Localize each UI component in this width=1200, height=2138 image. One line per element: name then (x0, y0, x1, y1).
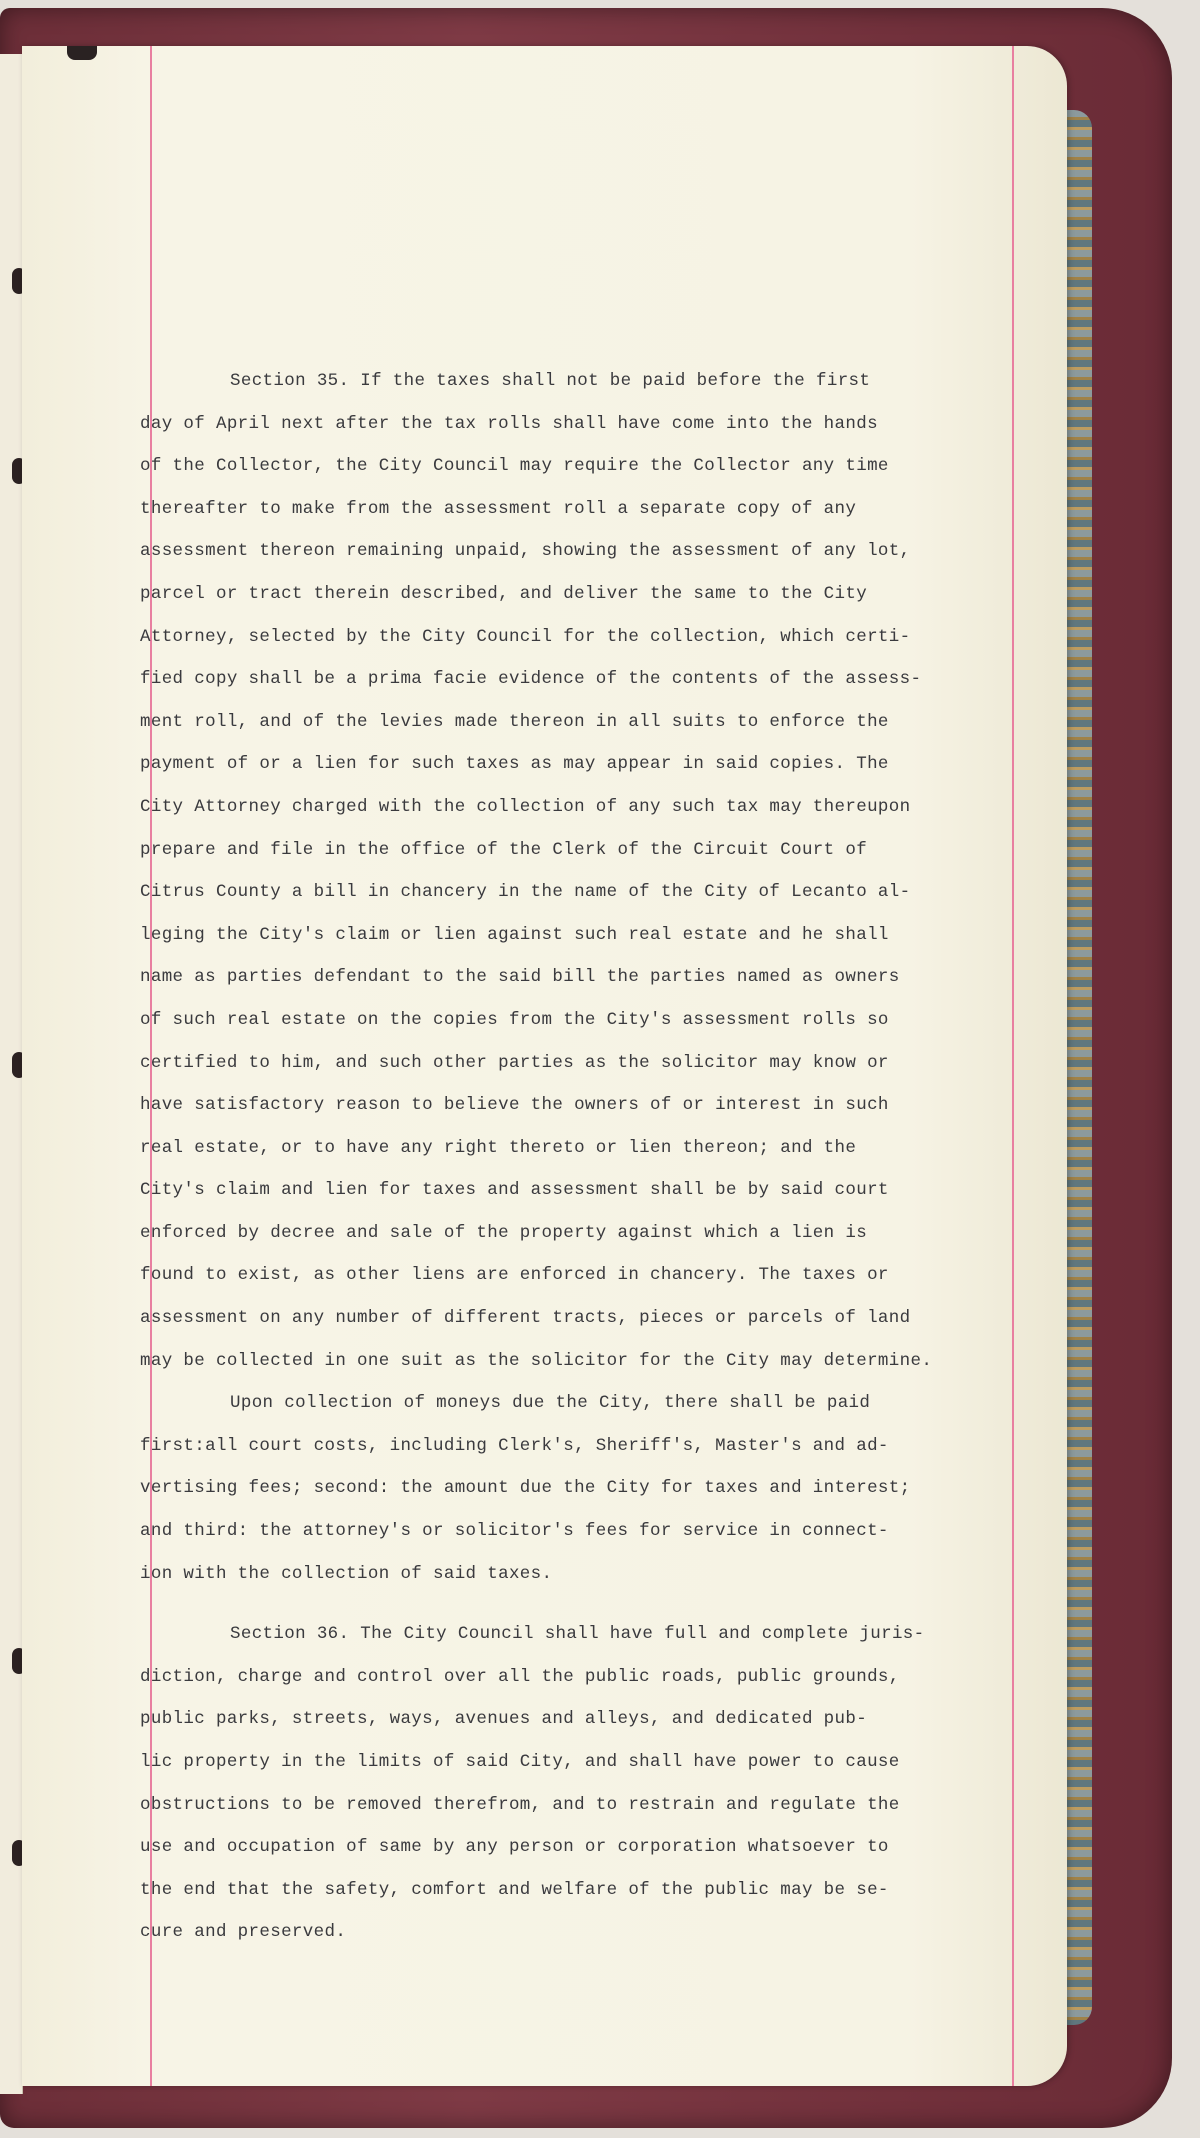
text-line: Section 36. The City Council shall have full and complete juris- (230, 1624, 925, 1645)
text-line: cure and preserved. (140, 1922, 347, 1943)
text-line: leging the City's claim or lien against such real estate and he shall (140, 924, 889, 945)
text-line: ion with the collection of said taxes. (140, 1563, 553, 1584)
text-line: assessment thereon remaining unpaid, showing the assessment of any lot, (140, 541, 911, 562)
text-line: name as parties defendant to the said bill the parties named as owners (140, 967, 900, 988)
text-line: parcel or tract therein described, and deliver the same to the City (140, 583, 868, 604)
text-line: have satisfactory reason to believe the owners of or interest in such (140, 1095, 889, 1116)
text-line: Attorney, selected by the City Council for the collection, which certi- (140, 626, 911, 647)
text-line: diction, charge and control over all the public roads, public grounds, (140, 1666, 900, 1687)
text-line: certified to him, and such other parties as the solicitor may know or (140, 1052, 889, 1073)
text-line: vertising fees; second: the amount due the City for taxes and interest; (140, 1478, 911, 1499)
text-line: thereafter to make from the assessment roll a separate copy of any (140, 498, 857, 519)
typed-text-body (140, 360, 1020, 1954)
text-line: the end that the safety, comfort and welfare of the public may be se- (140, 1879, 889, 1900)
text-line: payment of or a lien for such taxes as may appear in said copies. The (140, 754, 889, 775)
text-line: ment roll, and of the levies made thereon in all suits to enforce the (140, 711, 889, 732)
section-36 (140, 1613, 1020, 1954)
text-line: Section 35. If the taxes shall not be paid before the first (230, 371, 871, 391)
text-line: obstructions to be removed therefrom, and to restrain and regulate the (140, 1794, 900, 1815)
text-line: assessment on any number of different tracts, pieces or parcels of land (140, 1308, 911, 1329)
section-gap (140, 1595, 1020, 1613)
section-35 (140, 360, 1020, 1595)
text-line: Upon collection of moneys due the City, there shall be paid (230, 1393, 871, 1414)
text-line: City's claim and lien for taxes and assessment shall be by said court (140, 1180, 889, 1201)
text-line: real estate, or to have any right thereto or lien thereon; and the (140, 1137, 857, 1158)
binder-tab (67, 46, 97, 60)
text-line: City Attorney charged with the collection of any such tax may thereupon (140, 796, 911, 817)
text-line: of the Collector, the City Council may require the Collector any time (140, 456, 889, 477)
text-line: found to exist, as other liens are enforced in chancery. The taxes or (140, 1265, 889, 1286)
text-line: prepare and file in the office of the Clerk of the Circuit Court of (140, 839, 868, 860)
text-line: and third: the attorney's or solicitor's fees for service in connect- (140, 1521, 889, 1542)
text-line: enforced by decree and sale of the property against which a lien is (140, 1222, 868, 1243)
text-line: lic property in the limits of said City, and shall have power to cause (140, 1752, 900, 1772)
text-line: fied copy shall be a prima facie evidence of the contents of the assess- (140, 669, 922, 690)
text-line: use and occupation of same by any person or corporation whatsoever to (140, 1837, 889, 1858)
text-line: of such real estate on the copies from the City's assessment rolls so (140, 1009, 889, 1030)
text-line: day of April next after the tax rolls shall have come into the hands (140, 413, 878, 434)
text-line: first:all court costs, including Clerk's, Sheriff's, Master's and ad- (140, 1435, 889, 1456)
text-line: Citrus County a bill in chancery in the name of the City of Lecanto al- (140, 882, 911, 903)
text-line: public parks, streets, ways, avenues and alleys, and dedicated pub- (140, 1709, 868, 1730)
text-line: may be collected in one suit as the solicitor for the City may determine. (140, 1350, 933, 1371)
